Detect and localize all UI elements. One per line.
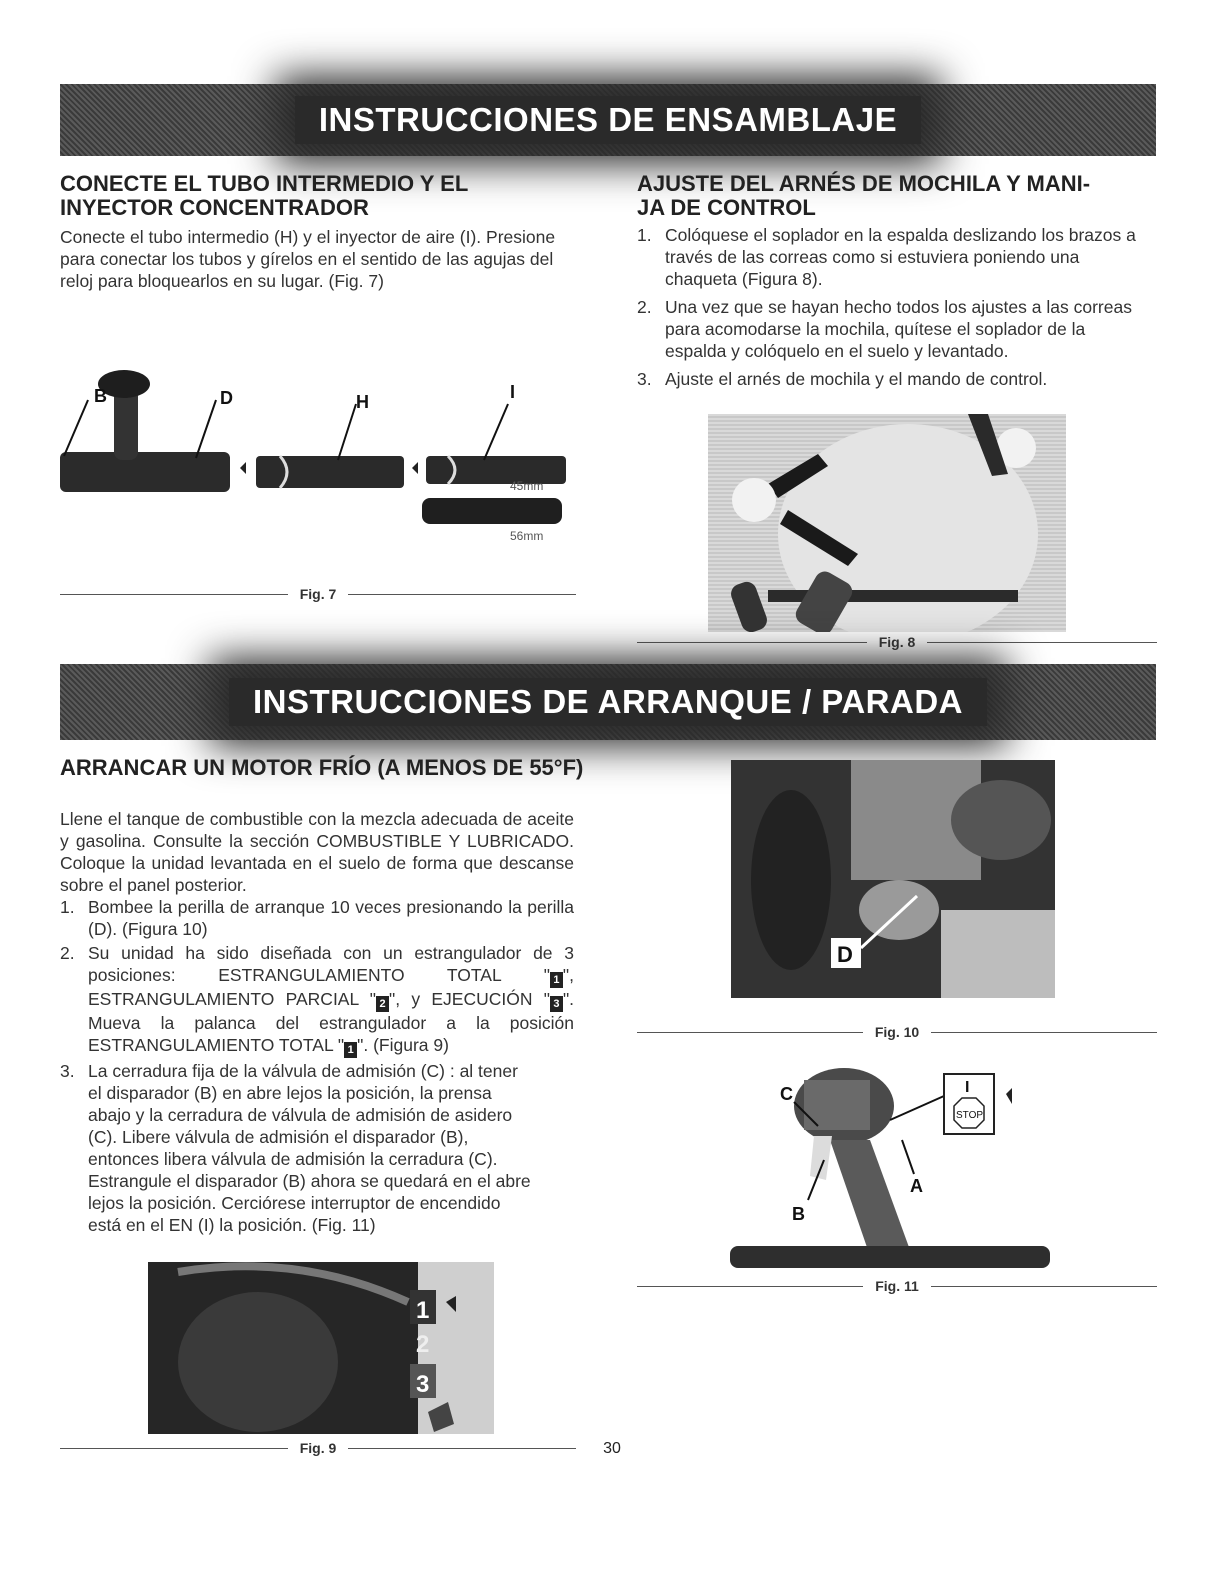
fig7-label-d: D (220, 388, 233, 408)
cold-start-step-3: 3. La cerradura fija de la válvula de admisión (C) : al tener el disparador (B) en abre lejos la posición, la prensa abajo y la cerradura de válvula de admisión de asidero (C). Libere válvula de admisión el disparador (B), entonces libera válvula de admisión la cerradura (C). Estrangule el disparador (B) ahora se quedará en el abre lejos la posición. Cerciórese interruptor de encendido está en el EN (I) la posición. (Fig. 11) (60, 1061, 531, 1235)
figure-9-photo (148, 1262, 494, 1434)
harness-step-2: 2. Una vez que se hayan hecho todos los ajustes a las correas para acomodarse la mochila, quítese el soplador de la espalda y colóquelo en el suelo y levantado. (637, 297, 1132, 361)
fig11-caption: Fig. 11 (875, 1278, 919, 1294)
fig9-caption: Fig. 9 (299, 1440, 337, 1456)
fig10-label-d: D (837, 942, 853, 967)
throttle-handle-illustration (730, 1050, 1070, 1276)
choke-position-1-icon-repeat: 1 (344, 1042, 357, 1058)
fig9-mark-2: 2 (416, 1331, 430, 1358)
fig11-label-b: B (792, 1204, 805, 1224)
fig11-label-a: A (910, 1176, 923, 1196)
fig7-label-h: H (356, 392, 369, 412)
fig9-mark-3: 3 (416, 1371, 430, 1398)
primer-bulb-illustration (731, 760, 1055, 998)
fig10-caption: Fig. 10 (874, 1024, 920, 1040)
fig8-caption: Fig. 8 (878, 634, 916, 650)
harness-photo-illustration (708, 414, 1066, 632)
assembly-banner (60, 84, 1156, 156)
figure-7 (60, 360, 580, 560)
fig9-mark-1: 1 (416, 1297, 430, 1324)
tube-assembly-illustration (60, 360, 580, 560)
start-stop-banner-title: INSTRUCCIONES DE ARRANQUE / PARADA (229, 678, 987, 726)
section-title-harness: AJUSTE DEL ARNÉS DE MOCHILA Y MANI-JA DE CONTROL (637, 171, 1091, 220)
fig8-caption-row (637, 634, 1157, 650)
fig11-switch-on: I (965, 1079, 970, 1096)
figure-10-photo (731, 760, 1055, 998)
choke-lever-illustration (148, 1262, 494, 1434)
fig7-size-45: 45mm (510, 479, 544, 493)
page-number: 30 (603, 1440, 621, 1457)
fig11-caption-row (637, 1278, 1157, 1294)
cold-start-step-2: 2. Su unidad ha sido diseñada con un estrangulador de 3 posiciones: ESTRANGULAMIENTO TOTAL " 1 ", ESTRANGULAMIENTO PARCIAL " 2 ", y EJECUCIÓN " 3 ". Mueva la palanca del estrangulador a la posición ESTRANGULAMIENTO TOTAL " 1 ". (Figura 9) (60, 943, 575, 1056)
cold-start-intro: Llene el tanque de combustible con la mezcla adecuada de aceite y gasolina. Consulte la sección COMBUSTIBLE Y LUBRICADO. Coloque la unidad levantada en el suelo de forma que descanse sobre el panel posterior. (60, 809, 574, 895)
choke-position-1-icon: 1 (550, 972, 563, 988)
section-title-cold-start: ARRANCAR UN MOTOR FRÍO (A MENOS DE 55°F) (60, 755, 584, 780)
section-title-connect-tube: CONECTE EL TUBO INTERMEDIO Y EL INYECTOR CONCENTRADOR (60, 171, 468, 220)
figure-11 (730, 1050, 1070, 1276)
fig7-label-b: B (94, 386, 107, 406)
harness-step-3: 3. Ajuste el arnés de mochila y el mando de control. (637, 369, 1048, 389)
cold-start-steps (60, 896, 574, 1242)
figure-8-photo (708, 414, 1066, 632)
cold-start-step-1: 1. Bombee la perilla de arranque 10 veces presionando la perilla (D). (Figura 10) (60, 897, 574, 939)
fig7-label-i: I (510, 382, 516, 402)
fig7-caption: Fig. 7 (299, 586, 337, 602)
harness-steps (637, 224, 1137, 396)
fig7-caption-row (60, 586, 576, 602)
fig10-caption-row (637, 1024, 1157, 1040)
fig7-size-56: 56mm (510, 529, 544, 543)
harness-step-1: 1. Colóquese el soplador en la espalda deslizando los brazos a través de las correas como si estuviera poniendo una chaqueta (Figura 8). (637, 225, 1136, 289)
fig11-label-c: C (780, 1084, 793, 1104)
section-body-connect-tube: Conecte el tubo intermedio (H) y el inyector de aire (I). Presione para conectar los tubos y gírelos en el sentido de las agujas del reloj para bloquearlos en su lugar. (Fig. 7) (60, 227, 556, 291)
choke-position-2-icon: 2 (376, 996, 389, 1012)
assembly-banner-title: INSTRUCCIONES DE ENSAMBLAJE (295, 96, 921, 144)
start-stop-banner (60, 664, 1156, 740)
choke-position-3-icon: 3 (550, 996, 563, 1012)
fig11-switch-stop: STOP (956, 1110, 984, 1121)
